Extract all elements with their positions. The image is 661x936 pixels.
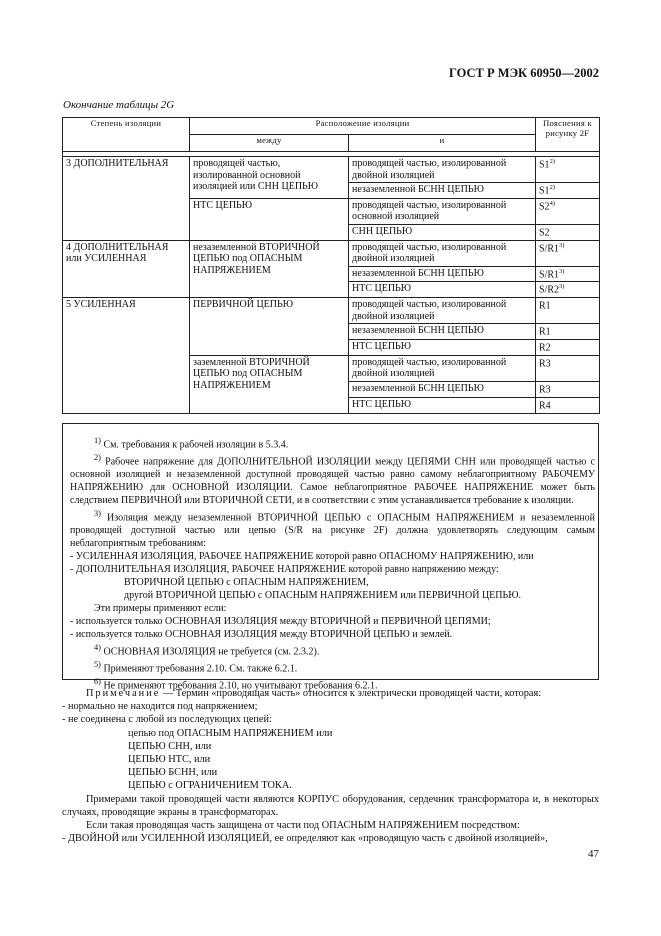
ref-cell: S2 [536,224,600,240]
ref-cell: R2 [536,340,600,356]
note-paragraph: - ДВОЙНОЙ или УСИЛЕННОЙ ИЗОЛЯЦИЕЙ, ее определяют как «проводящую часть с двойной изоляцией», [62,833,548,845]
header-degree: Степень изоляции [63,118,190,152]
and-cell: незаземленной БСНН ЦЕПЬЮ [349,266,536,282]
between-cell: незаземленной ВТОРИЧНОЙ ЦЕПЬЮ под ОПАСНЫМ НАПРЯЖЕНИЕМ [190,240,349,298]
note-item: - не соединена с любой из последующих цепей: [62,714,272,726]
circuit-item: ЦЕПЬЮ БСНН, или [128,767,218,779]
degree-cell: 5 УСИЛЕННАЯ [63,298,190,413]
and-cell: СНН ЦЕПЬЮ [349,224,536,240]
ref-cell: S/R1$^{3)}$ [536,240,600,266]
note-block [62,687,599,845]
and-cell: проводящей частью, изолированной двойной изоляцией [349,157,536,183]
ref-cell: R3 [536,355,600,381]
insulation-table [62,117,600,414]
and-cell: проводящей частью, изолированной двойной изоляцией [349,240,536,266]
degree-cell: 3 ДОПОЛНИТЕЛЬНАЯ [63,157,190,241]
header-and: и [349,135,536,152]
and-cell: НТС ЦЕПЬЮ [349,397,536,413]
circuit-item: цепью под ОПАСНЫМ НАПРЯЖЕНИЕМ или [128,727,333,739]
footnote-subitem: ВТОРИЧНОЙ ЦЕПЬЮ с ОПАСНЫМ НАПРЯЖЕНИЕМ, [124,577,369,589]
ref-cell: S/R2$^{3)}$ [536,282,600,298]
footnote: $^{4)}$ ОСНОВНАЯ ИЗОЛЯЦИЯ не требуется (см. 2.3.2). [94,642,320,657]
ref-cell: R1 [536,298,600,324]
ref-cell: S2$^{4)}$ [536,198,600,224]
and-cell: проводящей частью, изолированной основной изоляцией [349,198,536,224]
and-cell: НТС ЦЕПЬЮ [349,282,536,298]
footnote: $^{3)}$ Изоляция между незаземленной ВТОРИЧНОЙ ЦЕПЬЮ с ОПАСНЫМ НАПРЯЖЕНИЕМ и незаземленной проводящей доступной частью или цепью (S/R на рисунке 2F) должна удовлетворять следующим самым неблагоприятным требованиям: [70,509,595,550]
and-cell: незаземленной БСНН ЦЕПЬЮ [349,324,536,340]
note-intro: Примечание — Термин «проводящая часть» относится к электрически проводящей части, которая: [86,688,542,699]
header-between: между [190,135,349,152]
header-explanation: Пояснения к рисунку 2F [536,118,600,152]
page-number: 47 [588,848,599,860]
note-item: - нормально не находится под напряжением; [62,701,258,713]
ref-cell: R1 [536,324,600,340]
footnote-text: Эти примеры применяют если: [94,602,227,614]
table-caption: Окончание таблицы 2G [63,99,175,111]
circuit-item: ЦЕПЬЮ НТС, или [128,754,211,766]
ref-cell: R4 [536,397,600,413]
circuit-item: ЦЕПЬЮ с ОГРАНИЧЕНИЕМ ТОКА. [128,780,292,792]
and-cell: незаземленной БСНН ЦЕПЬЮ [349,183,536,199]
table-row [63,240,600,266]
ref-cell: S/R1$^{3)}$ [536,266,600,282]
footnote-item: - используется только ОСНОВНАЯ ИЗОЛЯЦИЯ между ВТОРИЧНОЙ и ПЕРВИЧНОЙ ЦЕПЯМИ; [70,615,491,627]
header-location: Расположение изоляции [190,118,536,135]
note-paragraph: Примерами такой проводящей части являются КОРПУС оборудования, сердечник трансформатора и, в некоторых случаях, проводящие экраны в трансформаторах. [62,793,599,818]
footnote-item: - ДОПОЛНИТЕЛЬНАЯ ИЗОЛЯЦИЯ, РАБОЧЕЕ НАПРЯЖЕНИЕ которой равно напряжению между: [70,564,499,576]
footnotes [70,435,595,693]
between-cell: заземленной ВТОРИЧНОЙ ЦЕПЬЮ под ОПАСНЫМ НАПРЯЖЕНИЕМ [190,355,349,413]
between-cell: проводящей частью, изолированной основной изоляцией или СНН ЦЕПЬЮ [190,157,349,199]
document-header: ГОСТ Р МЭК 60950—2002 [449,66,599,80]
note-paragraph: Если такая проводящая часть защищена от части под ОПАСНЫМ НАПРЯЖЕНИЕМ посредством: [86,820,520,832]
and-cell: проводящей частью, изолированной двойной изоляцией [349,355,536,381]
ref-cell: S1$^{2)}$ [536,183,600,199]
ref-cell: S1$^{2)}$ [536,157,600,183]
table-row [63,157,600,183]
degree-cell: 4 ДОПОЛНИТЕЛЬНАЯ или УСИЛЕННАЯ [63,240,190,298]
circuit-item: ЦЕПЬЮ СНН, или [128,740,212,752]
footnote: $^{5)}$ Применяют требования 2.10. См. также 6.2.1. [94,659,298,675]
footnote-subitem: другой ВТОРИЧНОЙ ЦЕПЬЮ с ОПАСНЫМ НАПРЯЖЕНИЕМ или ПЕРВИЧНОЙ ЦЕПЬЮ. [124,589,522,601]
and-cell: проводящей частью, изолированной двойной изоляцией [349,298,536,324]
footnote-item: - УСИЛЕННАЯ ИЗОЛЯЦИЯ, РАБОЧЕЕ НАПРЯЖЕНИЕ которой равно ОПАСНОМУ НАПРЯЖЕНИЮ, или [70,551,534,563]
table-row [63,298,600,324]
between-cell: ПЕРВИЧНОЙ ЦЕПЬЮ [190,298,349,356]
footnote-item: - используется только ОСНОВНАЯ ИЗОЛЯЦИЯ между ВТОРИЧНОЙ ЦЕПЬЮ и землей. [70,628,453,640]
footnote: $^{6)}$ Не применяют требования 2.10, но учитывают требования 6.2.1. [94,677,378,692]
between-cell: НТС ЦЕПЬЮ [190,198,349,240]
ref-cell: R3 [536,381,600,397]
and-cell: незаземленной БСНН ЦЕПЬЮ [349,381,536,397]
footnote: $^{1)}$ См. требования к рабочей изоляции в 5.3.4. [94,436,289,451]
and-cell: НТС ЦЕПЬЮ [349,340,536,356]
footnote: $^{2)}$ Рабочее напряжение для ДОПОЛНИТЕЛЬНОЙ ИЗОЛЯЦИИ между ЦЕПЯМИ СНН или проводящей частью с основной изоляцией и незаземленной доступной проводящей частью равно самому неблагоприятному РАБОЧЕМУ НАПРЯЖЕНИЮ для ОСНОВНОЙ ИЗОЛЯЦИИ. Самое неблагоприятное РАБОЧЕЕ НАПРЯЖЕНИЕ может быть следствием ПЕРВИЧНОЙ или ВТОРИЧНОЙ СЕТИ, и в соответствии с этим устанавливается требование к изоляции. [70,453,595,507]
